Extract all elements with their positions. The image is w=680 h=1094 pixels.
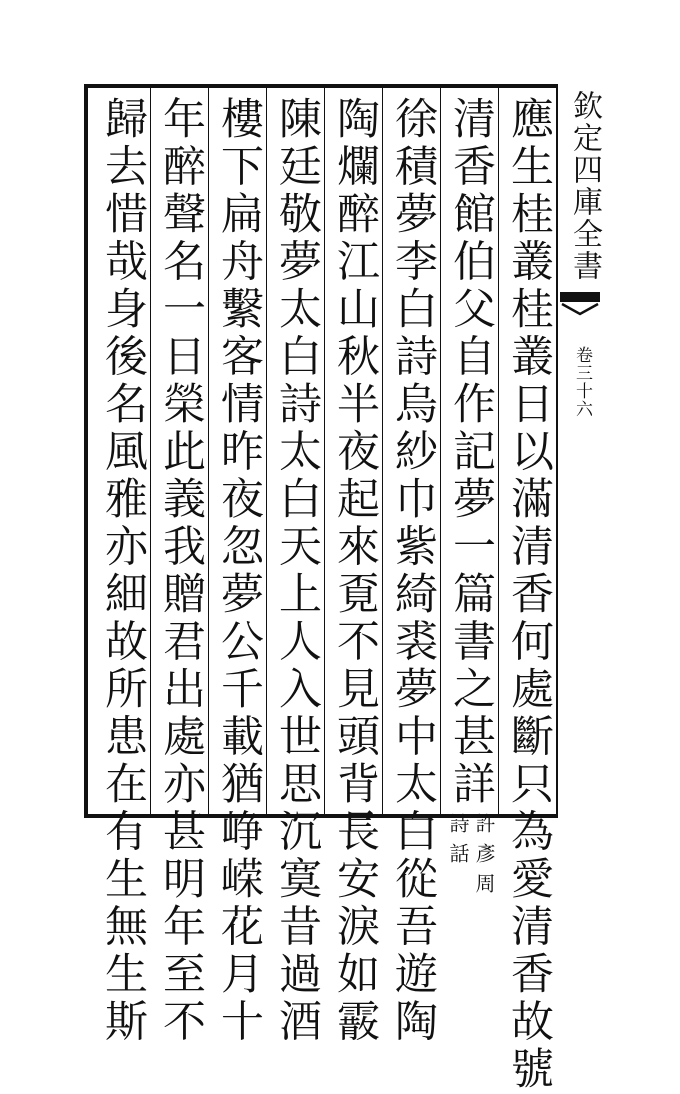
text-column-6	[210, 96, 268, 1046]
note-line: 詩話	[446, 812, 470, 873]
column-text: 徐積夢李白詩烏紗巾紫綺裘夢中太白從吾遊陶	[388, 96, 438, 1046]
column-text: 陶爛醉江山秋半夜起來覔不見頭背長安淚如霰	[330, 96, 380, 1046]
column-text: 清香館伯父自作記夢一篇書之甚詳	[446, 96, 496, 809]
column-text: 應生桂叢桂叢日以滿清香何處斷只為愛清香故號	[504, 96, 554, 1094]
column-text: 歸去惜哉身後名風雅亦細故所患在有生無生斯	[98, 96, 148, 1046]
book-title: 欽定四庫全書	[567, 90, 602, 282]
fishtail-mark-icon	[560, 292, 600, 332]
note-line: 許彥周	[472, 812, 496, 903]
text-column-1	[500, 96, 558, 1094]
text-column-4	[326, 96, 384, 1046]
column-text: 年醉聲名一日榮此義我贈君出處亦甚明年至不	[156, 96, 206, 1046]
chapter-label: 卷三十六	[572, 346, 592, 418]
text-column-8	[94, 96, 152, 1046]
text-column-5	[268, 96, 326, 1046]
text-column-3	[384, 96, 442, 1046]
column-text: 陳廷敬夢太白詩太白天上人入世思沉寞昔過酒	[272, 96, 322, 1046]
page-margin	[560, 84, 600, 818]
text-column-7	[152, 96, 210, 1046]
text-column-2	[442, 96, 500, 903]
column-text: 樓下扁舟繫客情昨夜忽夢公千載猶峥嵘花月十	[214, 96, 264, 1046]
annotation-note	[447, 813, 495, 903]
